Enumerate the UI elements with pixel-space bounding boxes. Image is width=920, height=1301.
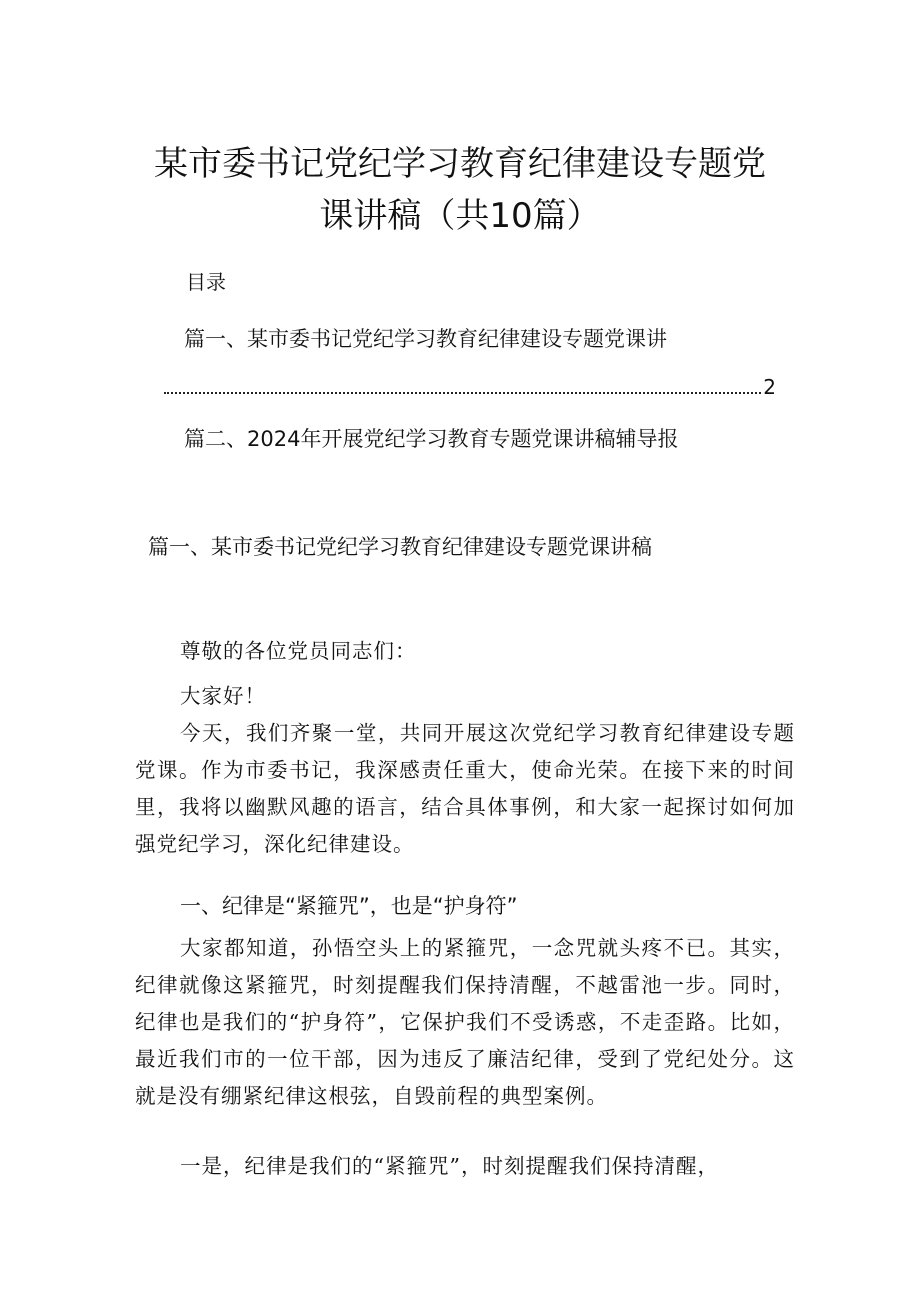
document-title-line-1: 某市委书记党纪学习教育纪律建设专题党: [154, 144, 766, 184]
toc-label: 目录: [186, 270, 226, 294]
toc-item-2[interactable]: 篇二、2024年开展党纪学习教育专题党课讲稿辅导报: [184, 427, 679, 451]
toc-item-1[interactable]: 篇一、某市委书记党纪学习教育纪律建设专题党课讲: [184, 327, 667, 351]
document-title-line-2: 课讲稿（共10篇）: [319, 196, 601, 236]
section-heading: 篇一、某市委书记党纪学习教育纪律建设专题党课讲稿: [148, 535, 652, 559]
greeting: 大家好！: [180, 684, 266, 708]
paragraph-2: 大家都知道，孙悟空头上的紧箍咒，一念咒就头疼不已。其实，纪律就像这紧箍咒，时刻提醒我们保持清醒，不越雷池一步。同时，纪律也是我们的“护身符”，它保护我们不受诱惑，不走歪路。比如，最近我们市的一位干部，因为违反了廉洁纪律，受到了党纪处分。这就是没有绷紧纪律这根弦，自毁前程的典型案例。: [135, 936, 795, 1108]
paragraph-3: 一是，纪律是我们的“紧箍咒”，时刻提醒我们保持清醒，: [180, 1154, 719, 1178]
toc-dot-leader: [164, 392, 761, 394]
subheading-1: 一、纪律是“紧箍咒”，也是“护身符”: [180, 894, 518, 918]
salutation: 尊敬的各位党员同志们：: [180, 639, 417, 663]
toc-item-1-leader: [164, 374, 776, 400]
toc-item-1-page-number: 2: [763, 375, 776, 399]
paragraph-1: 今天，我们齐聚一堂，共同开展这次党纪学习教育纪律建设专题党课。作为市委书记，我深感责任重大，使命光荣。在接下来的时间里，我将以幽默风趣的语言，结合具体事例，和大家一起探讨如何加强党纪学习，深化纪律建设。: [135, 721, 795, 856]
